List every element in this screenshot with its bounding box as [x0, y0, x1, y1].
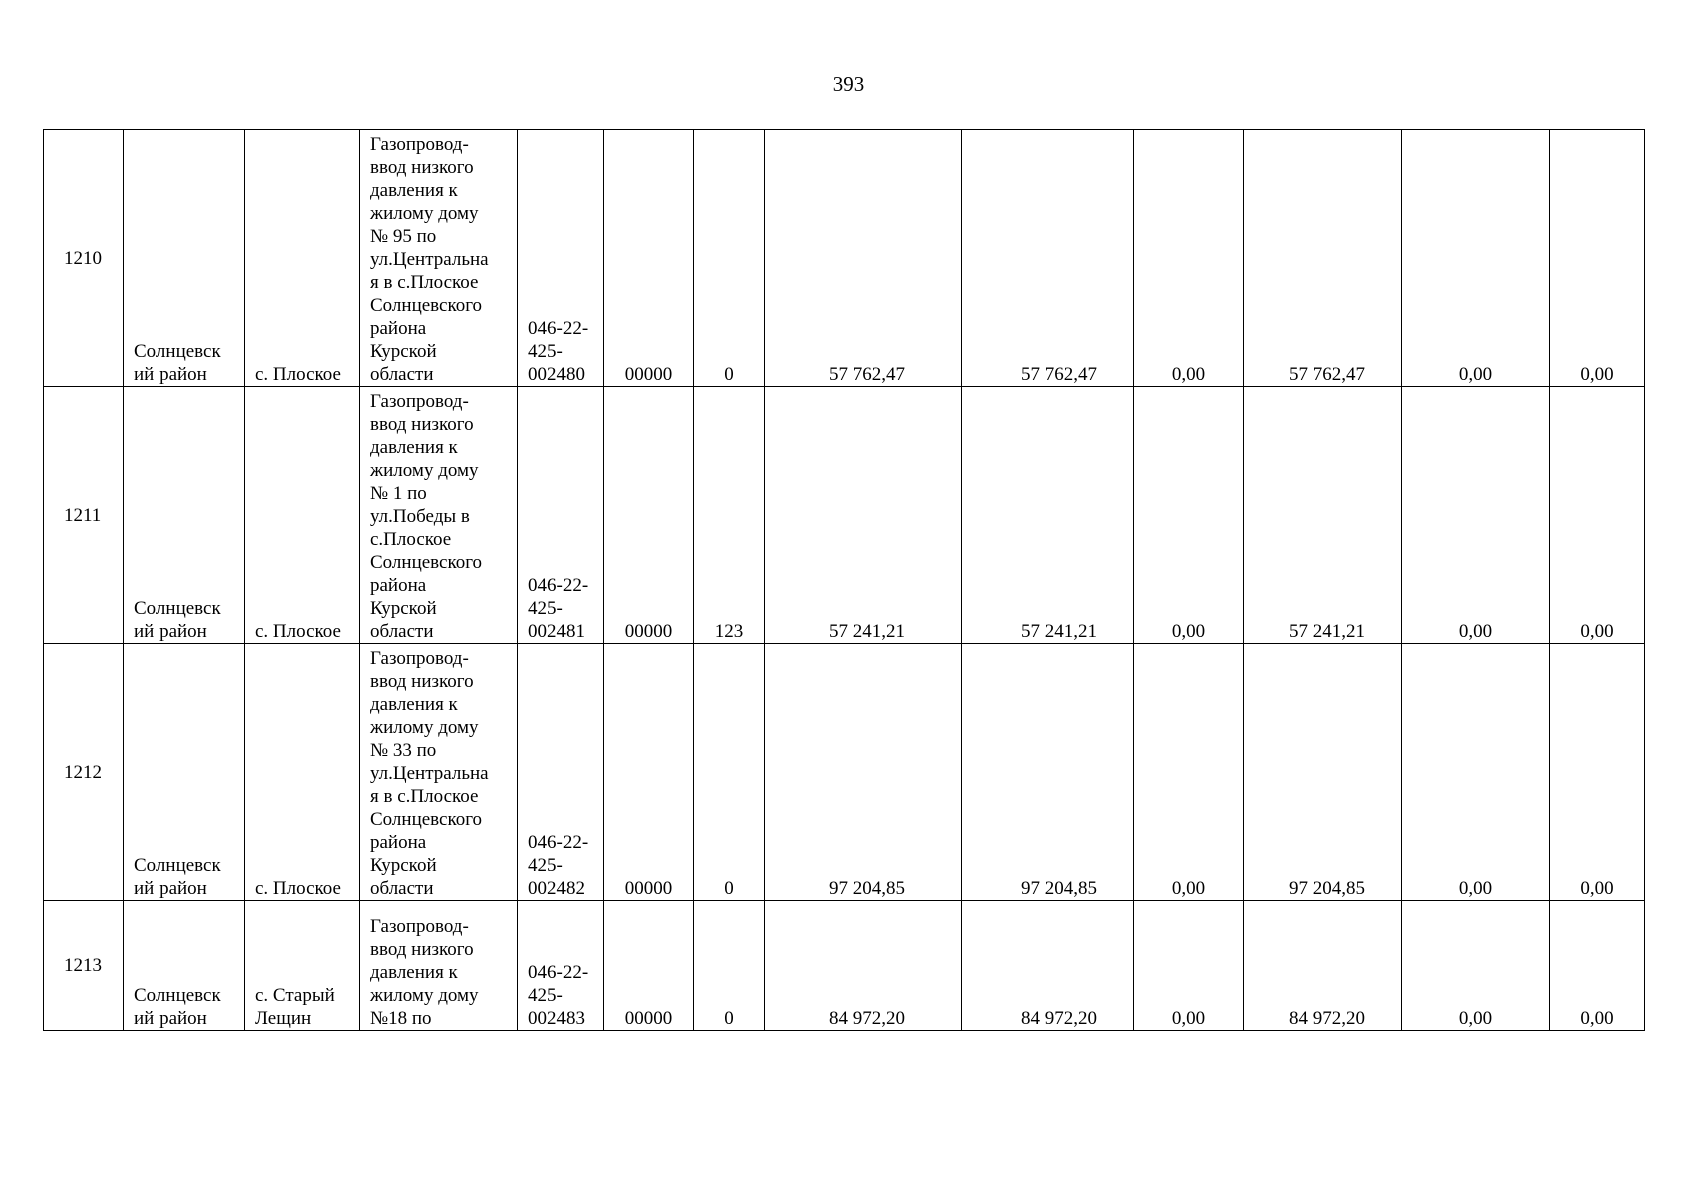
- quantity-cell: 0: [694, 901, 765, 1031]
- code-cell: 00000: [604, 130, 694, 387]
- locality-cell: с. Старый Лещин: [245, 901, 360, 1031]
- code-cell: 00000: [604, 387, 694, 644]
- value-cell: 97 204,85: [765, 644, 962, 901]
- table-row: [44, 387, 1645, 644]
- value-cell: 57 762,47: [1244, 130, 1402, 387]
- description-cell: Газопровод- ввод низкого давления к жилому дому № 33 по ул.Центральна я в с.Плоское Солнцевского района Курской области: [360, 644, 518, 901]
- value-cell: 57 241,21: [765, 387, 962, 644]
- description-cell: Газопровод- ввод низкого давления к жилому дому №18 по: [360, 901, 518, 1031]
- value-cell: 97 204,85: [1244, 644, 1402, 901]
- value-cell: 0,00: [1134, 901, 1244, 1031]
- row-index: 1213: [44, 901, 124, 1031]
- value-cell: 84 972,20: [765, 901, 962, 1031]
- registration-number-cell: 046-22- 425- 002481: [518, 387, 604, 644]
- table-row: [44, 130, 1645, 387]
- row-index: 1211: [44, 387, 124, 644]
- district-cell: Солнцевск ий район: [124, 387, 245, 644]
- value-cell: 84 972,20: [962, 901, 1134, 1031]
- description-cell: Газопровод- ввод низкого давления к жилому дому № 95 по ул.Центральна я в с.Плоское Солнцевского района Курской области: [360, 130, 518, 387]
- row-index: 1212: [44, 644, 124, 901]
- registration-number-cell: 046-22- 425- 002483: [518, 901, 604, 1031]
- value-cell: 57 241,21: [1244, 387, 1402, 644]
- value-cell: 0,00: [1134, 130, 1244, 387]
- value-cell: 0,00: [1550, 130, 1645, 387]
- value-cell: 0,00: [1402, 387, 1550, 644]
- value-cell: 57 762,47: [765, 130, 962, 387]
- quantity-cell: 0: [694, 130, 765, 387]
- locality-cell: с. Плоское: [245, 130, 360, 387]
- registration-number-cell: 046-22- 425- 002482: [518, 644, 604, 901]
- value-cell: 0,00: [1550, 387, 1645, 644]
- value-cell: 84 972,20: [1244, 901, 1402, 1031]
- value-cell: 0,00: [1134, 644, 1244, 901]
- locality-cell: с. Плоское: [245, 387, 360, 644]
- registration-number-cell: 046-22- 425- 002480: [518, 130, 604, 387]
- code-cell: 00000: [604, 644, 694, 901]
- district-cell: Солнцевск ий район: [124, 644, 245, 901]
- table-row: [44, 901, 1645, 1031]
- quantity-cell: 0: [694, 644, 765, 901]
- value-cell: 0,00: [1550, 644, 1645, 901]
- district-cell: Солнцевск ий район: [124, 130, 245, 387]
- code-cell: 00000: [604, 901, 694, 1031]
- locality-cell: с. Плоское: [245, 644, 360, 901]
- registry-table: [43, 129, 1645, 1031]
- value-cell: 0,00: [1402, 130, 1550, 387]
- value-cell: 0,00: [1550, 901, 1645, 1031]
- row-index: 1210: [44, 130, 124, 387]
- value-cell: 0,00: [1402, 901, 1550, 1031]
- description-cell: Газопровод- ввод низкого давления к жилому дому № 1 по ул.Победы в с.Плоское Солнцевского района Курской области: [360, 387, 518, 644]
- page-number: 393: [832, 72, 865, 96]
- value-cell: 57 241,21: [962, 387, 1134, 644]
- value-cell: 57 762,47: [962, 130, 1134, 387]
- value-cell: 0,00: [1402, 644, 1550, 901]
- table-row: [44, 644, 1645, 901]
- district-cell: Солнцевск ий район: [124, 901, 245, 1031]
- value-cell: 97 204,85: [962, 644, 1134, 901]
- quantity-cell: 123: [694, 387, 765, 644]
- value-cell: 0,00: [1134, 387, 1244, 644]
